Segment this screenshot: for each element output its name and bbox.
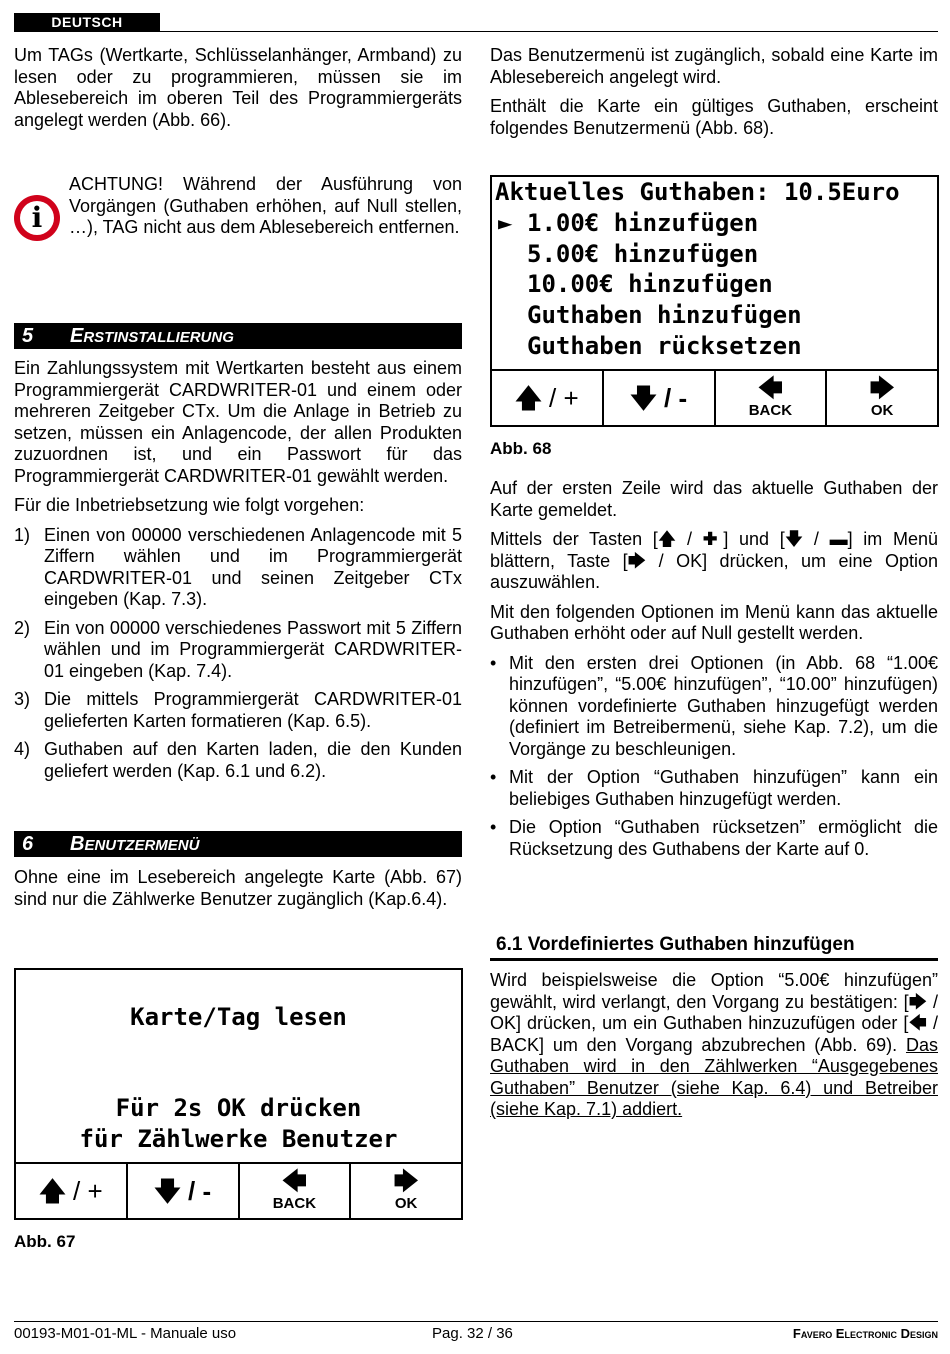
down-minus-key[interactable]: 🡇 / -	[128, 1164, 240, 1218]
right-intro	[490, 45, 938, 147]
top-rule	[14, 31, 938, 32]
arrow-up-icon: 🡅	[515, 383, 542, 413]
menu-cursor-icon: ►	[498, 209, 513, 237]
list-item: 1) Einen von 00000 verschiedenen Anlagencode mit 5 Ziffern wählen und im Programmiergerät CARDWRITER-01 und seinen Zeitgeber CTx eingeben (Kap. 7.3).	[14, 524, 462, 609]
language-tab: DEUTSCH	[14, 13, 160, 32]
footer-rule	[14, 1321, 938, 1322]
menu-item[interactable]: 5.00€ hinzufügen	[527, 240, 759, 268]
screen-line-2: Für 2s OK drücken	[115, 1094, 362, 1122]
back-key[interactable]: 🡄 BACK	[240, 1164, 352, 1218]
arrow-left-icon: 🡄	[281, 1168, 307, 1195]
right-body	[490, 478, 938, 867]
arrow-down-icon: 🡇	[154, 1176, 181, 1206]
screen-line-3: für Zählwerke Benutzer	[79, 1125, 398, 1153]
steps-list	[14, 525, 462, 783]
section-6-heading: 6 BENUTZERMENÜ	[14, 831, 462, 857]
footer-doc-id: 00193-M01-01-ML - Manuale uso	[14, 1325, 237, 1342]
underlined-note: Das Guthaben wird in den Zählwerken “Ausgegebenes Guthaben” Benutzer (siehe Kap. 6.4) und Betreiber (siehe Kap. 7.1) addiert.	[490, 1034, 938, 1119]
screen-title: Aktuelles Guthaben: 10.5Euro	[495, 178, 900, 206]
intro-paragraph: Um TAGs (Wertkarte, Schlüsselanhänger, Armband) zu lesen oder zu programmieren, müssen sie im Ablesebereich im oberen Teil des Programmiergeräts angelegt werden (Abb. 66).	[14, 45, 462, 130]
list-item: • Mit der Option “Guthaben hinzufügen” kann ein beliebiges Guthaben hinzugefügt werden.	[490, 767, 938, 809]
warning-text: ACHTUNG! Während der Ausführung von Vorgängen (Guthaben erhöhen, auf Null stellen, …), TAG nicht aus dem Ablesebereich entfernen.	[69, 174, 462, 237]
menu-item[interactable]: 10.00€ hinzufügen	[527, 270, 773, 298]
section-5-heading: 5 ERSTINSTALLIERUNG	[14, 323, 462, 349]
arrow-up-icon: 🡅	[39, 1176, 66, 1206]
warning-block	[69, 174, 462, 247]
section-6-number: 6	[22, 833, 34, 855]
section-5-body	[14, 358, 462, 789]
back-key[interactable]: 🡄 BACK	[716, 371, 828, 425]
menu-item[interactable]: Guthaben rücksetzen	[527, 332, 802, 360]
right-paragraph-6: Wird beispielsweise die Option “5.00€ hinzufügen” gewählt, wird verlangt, den Vorgang zu bestätigen: [🡆 / OK] drücken, um ein Guthaben hinzuzufügen oder [🡄 / BACK] um den Vorgang abzubrechen (Abb. 69). Das Guthaben wird in den Zählwerken “Ausgegebenes Guthaben” Benutzer (siehe Kap. 6.4) und Betreiber (siehe Kap. 7.1) addiert.	[490, 970, 938, 1119]
options-list	[490, 653, 938, 861]
keypad-68	[490, 369, 939, 427]
list-item: 4) Guthaben auf den Karten laden, die den Kunden geliefert werden (Kap. 6.1 und 6.2).	[14, 739, 462, 781]
display-screen-67	[14, 968, 463, 1164]
section-6-body	[14, 867, 462, 918]
keypad-67	[14, 1162, 463, 1220]
up-plus-key[interactable]: 🡅 / +	[492, 371, 604, 425]
info-icon: i	[14, 195, 60, 241]
right-paragraph-5: Mit den folgenden Optionen im Menü kann das aktuelle Guthaben erhöht oder auf Null gestellt werden.	[490, 601, 938, 643]
footer-page-number: Pag. 32 / 36	[432, 1325, 513, 1342]
left-intro	[14, 45, 462, 139]
down-minus-key[interactable]: 🡇 / -	[604, 371, 716, 425]
right-paragraph-4: Mittels der Tasten [🡅 / ✚] und [🡇 / ▬] im Menü blättern, Taste [🡆 / OK] drücken, um eine Option auszuwählen.	[490, 529, 938, 592]
arrow-down-icon: 🡇	[630, 383, 657, 413]
menu-item[interactable]: 1.00€ hinzufügen	[527, 209, 759, 237]
list-item: 3) Die mittels Programmiergerät CARDWRITER-01 gelieferten Karten formatieren (Kap. 6.5).	[14, 689, 462, 731]
section-5-number: 5	[22, 325, 34, 347]
right-paragraph-3: Auf der ersten Zeile wird das aktuelle Guthaben der Karte gemeldet.	[490, 478, 938, 520]
subsection-6-1-body	[490, 970, 938, 1129]
arrow-right-icon: 🡆	[869, 375, 895, 402]
ok-key[interactable]: 🡆 OK	[393, 1168, 419, 1212]
s5-paragraph-1: Ein Zahlungssystem mit Wertkarten besteht aus einem Programmiergerät CARDWRITER-01 und einem oder mehreren Zeitgeber CTx. Um die Anlage in Betrieb zu setzen, müssen ein Anlagencode, der allen Produkten zuzuordnen ist, und ein Passwort für das Programmiergerät CARDWRITER-01 gewählt werden.	[14, 358, 462, 486]
caption-68: Abb. 68	[490, 439, 552, 458]
list-item: 2) Ein von 00000 verschiedenes Passwort mit 5 Ziffern wählen und im Programmiergerät CARDWRITER-01 eingeben (Kap. 7.4).	[14, 617, 462, 681]
right-paragraph-1: Das Benutzermenü ist zugänglich, sobald eine Karte im Ablesebereich angelegt wird.	[490, 45, 938, 87]
footer-brand: Favero Electronic Design	[792, 1326, 938, 1341]
s5-paragraph-2: Für die Inbetriebsetzung wie folgt vorgehen:	[14, 495, 365, 515]
screen-line-1: Karte/Tag lesen	[130, 1003, 347, 1031]
list-item: • Mit den ersten drei Optionen (in Abb. 68 “1.00€ hinzufügen”, “5.00€ hinzufügen”, “10.00” hinzufügen) können vordefinierte Guthaben hinzugefügt werden (definiert im Betreibermenü, siehe Kap. 7.2), um die Vorgänge zu beschleunigen.	[490, 652, 938, 759]
subsection-6-1-heading: 6.1 Vordefiniertes Guthaben hinzufügen	[490, 932, 938, 961]
s6-paragraph-1: Ohne eine im Lesebereich angelegte Karte (Abb. 67) sind nur die Zählwerke Benutzer zugänglich (Kap.6.4).	[14, 867, 462, 909]
menu-item[interactable]: Guthaben hinzufügen	[527, 301, 802, 329]
ok-key[interactable]: 🡆 OK	[869, 375, 895, 419]
arrow-right-icon: 🡆	[393, 1168, 419, 1195]
arrow-left-icon: 🡄	[757, 375, 783, 402]
caption-67: Abb. 67	[14, 1232, 76, 1251]
display-screen-68	[490, 175, 939, 371]
up-plus-key[interactable]: 🡅 / +	[16, 1164, 128, 1218]
list-item: • Die Option “Guthaben rücksetzen” ermöglicht die Rücksetzung des Guthabens der Karte auf 0.	[490, 817, 938, 859]
right-paragraph-2: Enthält die Karte ein gültiges Guthaben, erscheint folgendes Benutzermenü (Abb. 68).	[490, 96, 938, 138]
